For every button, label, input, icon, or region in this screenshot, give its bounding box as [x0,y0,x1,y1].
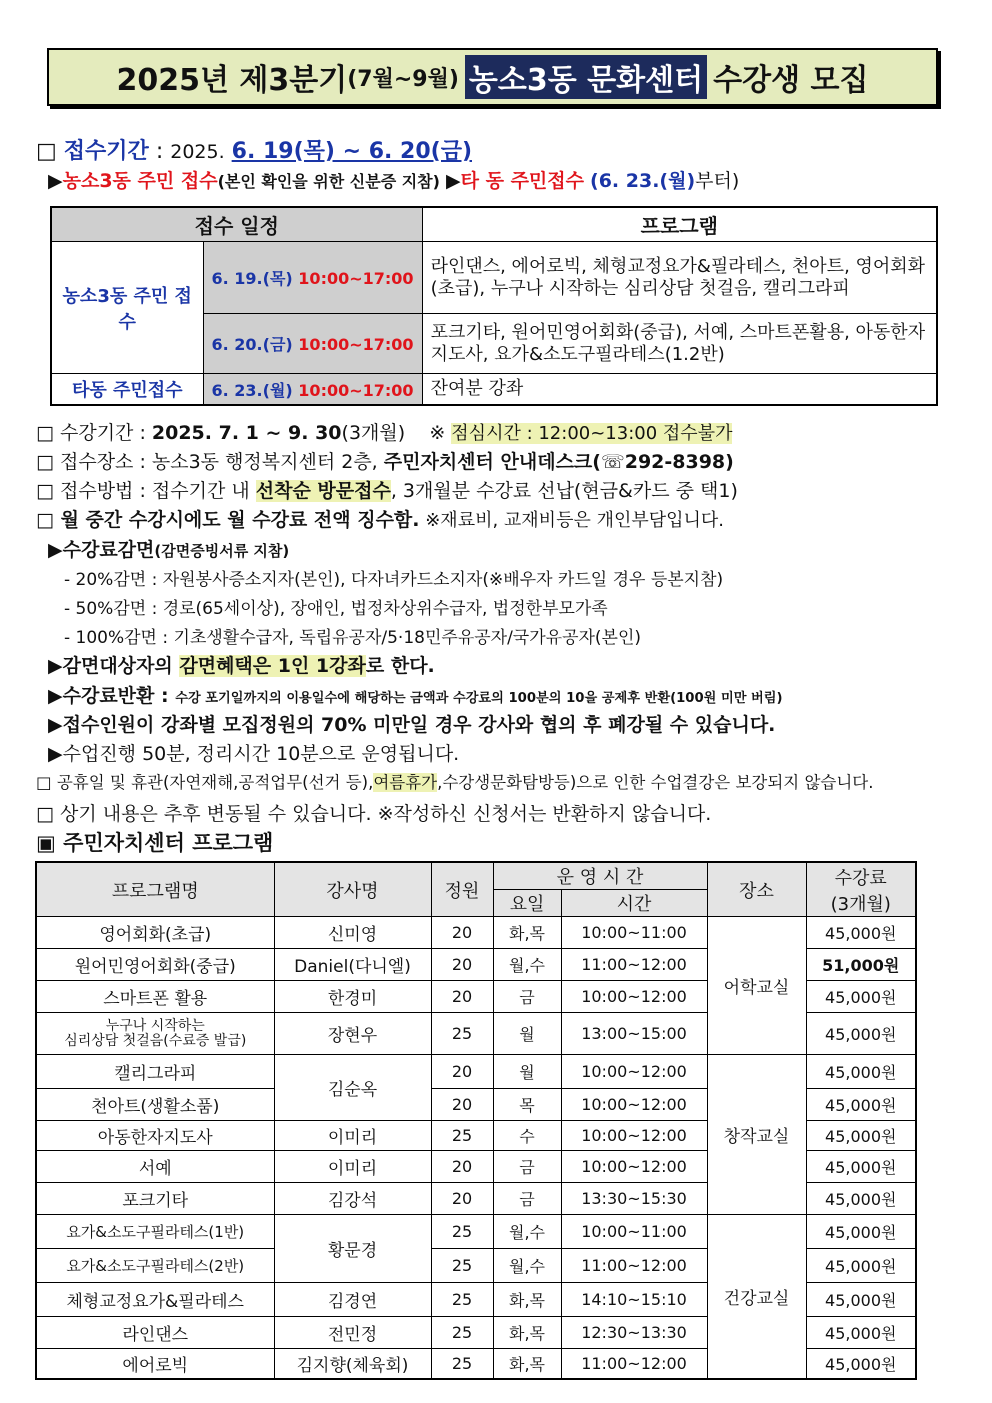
resident-note: (본인 확인을 위한 신분증 지참) [217,172,440,191]
cell-fee: 45,000원 [806,1089,916,1121]
resident-reception: 농소3동 주민 접수 [62,170,218,192]
schedule-date-2 [203,314,422,374]
arrow-icon: ▶ [48,170,63,192]
title-tail: 수강생 모집 [713,63,869,98]
cell-day: 화,목 [493,1349,561,1379]
cell-teacher: 김순옥 [274,1055,431,1121]
text: (감면증빙서류 지참) [154,542,290,560]
cell-teacher: 이미리 [274,1151,431,1183]
title-center-name: 농소3동 문화센터 [465,55,707,99]
discount-100: - 100%감면 : 기초생활수급자, 독립유공자/5·18민주유공자/국가유공자(본인) [64,628,642,648]
cell-fee: 45,000원 [806,917,916,949]
cell-name: 아동한자지도사 [36,1121,274,1151]
text: □ 월 중간 수강시에도 월 수강료 전액 징수함. [36,509,420,531]
cell-fee: 45,000원 [806,1215,916,1249]
text: ,수강생문화탐방등)으로 인한 수업결강은 보강되지 않습니다. [437,773,874,792]
text: 수강료 [834,867,887,889]
text: ▶감면대상자의 [48,655,180,677]
schedule-date-1 [203,242,422,314]
time: 10:00~17:00 [298,380,414,400]
cell-time: 11:00~12:00 [561,949,707,981]
cell-name: 에어로빅 [36,1349,274,1379]
cell-name: 서예 [36,1151,274,1183]
cell-name: 포크기타 [36,1183,274,1215]
text: (3개월) [341,422,406,444]
table-row [36,1055,916,1089]
reception-year: 2025. [170,141,225,163]
cell-cap: 20 [431,949,493,981]
cell-name: 체형교정요가&필라테스 [36,1283,274,1317]
cell-time: 11:00~12:00 [561,1349,707,1379]
text: □ 수강기간 : [36,422,152,444]
time: 10:00~17:00 [298,269,414,288]
table-row [36,917,916,949]
text: 2025. 7. 1 ~ 9. 30 [151,422,342,444]
cell-cap: 25 [431,1249,493,1283]
cell-teacher: 신미영 [274,917,431,949]
cell-time: 12:30~13:30 [561,1317,707,1349]
monthly-fee-note [36,505,724,532]
cell-cap: 25 [431,1121,493,1151]
cell-time: 13:00~15:00 [561,1013,707,1055]
holiday-note [36,769,874,793]
checkbox-glyph: □ [36,139,57,164]
cell-cap: 20 [431,1183,493,1215]
cell-time: 10:00~12:00 [561,1055,707,1089]
cell-fee: 45,000원 [806,1183,916,1215]
text: ※재료비, 교재비등은 개인부담입니다. [419,510,725,531]
cell-cap: 25 [431,1349,493,1379]
cell-name: 원어민영어회화(중급) [36,949,274,981]
cell-fee: 45,000원 [806,1283,916,1317]
cell-day: 화,목 [493,1317,561,1349]
cell-fee: 45,000원 [806,1317,916,1349]
cell-day: 목 [493,1089,561,1121]
cell-day: 수 [493,1121,561,1151]
schedule-header-right: 프로그램 [422,207,937,242]
cancel-note: ▶접수인원이 강좌별 모집정원의 70% 미만일 경우 강사와 협의 후 폐강될 수 있습니다. [48,714,776,736]
cell-fee: 45,000원 [806,981,916,1013]
title-main: 2025년 제3분기 [116,63,348,98]
cell-day: 금 [493,1183,561,1215]
cell-cap: 25 [431,1317,493,1349]
col-header-place: 장소 [707,862,806,917]
cell-time: 10:00~11:00 [561,917,707,949]
cell-teacher: 김경연 [274,1283,431,1317]
cell-name: 캘리그라피 [36,1055,274,1089]
col-header-name: 프로그램명 [36,862,274,917]
cell-day: 월,수 [493,1249,561,1283]
cell-name: 요가&소도구필라테스(2반) [36,1249,274,1283]
reception-place [36,447,734,474]
cell-day: 월,수 [493,949,561,981]
cell-name: 누구나 시작하는 심리상담 첫걸음(수료증 발급) [36,1013,274,1055]
schedule-group-label-2: 타동 주민접수 [51,374,203,406]
colon: : [155,139,164,164]
schedule-header-left: 접수 일정 [51,207,422,242]
text: 주민자치센터 안내데스크(☏292-8398) [383,451,734,473]
schedule-programs-3: 잔여분 강좌 [422,374,937,406]
class-duration-note: ▶수업진행 50분, 정리시간 10분으로 운영됩니다. [48,743,460,765]
cell-cap: 20 [431,981,493,1013]
refund-note [48,681,783,708]
course-period [36,418,732,445]
cell-day: 화,목 [493,917,561,949]
text: , 3개월분 수강료 선납(현금&카드 중 택1) [390,480,738,502]
text: □ 접수방법 : 접수기간 내 [36,480,256,502]
cell-teacher: 김지향(체육회) [274,1349,431,1379]
text: ▶수강료반환 : [48,685,176,707]
col-header-day: 요일 [493,890,561,917]
cell-fee: 45,000원 [806,1055,916,1089]
text: (3개월) [830,893,891,915]
text: ▶수강료감면 [48,539,155,561]
cell-fee: 45,000원 [806,1151,916,1183]
arrow-icon: ▶ [446,170,461,192]
reception-period [36,134,472,165]
text: 감면혜택은 1인 1강좌 [179,655,366,677]
reception-dates: 6. 19(목) ~ 6. 20(금) [231,139,472,164]
table-row [36,1215,916,1249]
col-header-capacity: 정원 [431,862,493,917]
text: □ 접수장소 : 농소3동 행정복지센터 2층, [36,451,384,473]
discount-limit [48,651,435,678]
cell-cap: 25 [431,1013,493,1055]
cell-name: 천아트(생활소품) [36,1089,274,1121]
cell-name: 영어회화(초급) [36,917,274,949]
cell-time: 10:00~12:00 [561,1121,707,1151]
cell-time: 10:00~12:00 [561,981,707,1013]
other-date: (6. 23.(월) [590,170,696,192]
cell-fee: 45,000원 [806,1349,916,1379]
cell-time: 10:00~12:00 [561,1151,707,1183]
discount-heading [48,535,289,562]
cell-time: 10:00~12:00 [561,1089,707,1121]
discount-20: - 20%감면 : 자원봉사증소지자(본인), 다자녀카드소지자(※배우자 카드일 경우 등본지참) [64,570,724,590]
cell-time: 11:00~12:00 [561,1249,707,1283]
reception-label: 접수기간 [63,139,149,164]
schedule-group-label: 농소3동 주민 접수 [51,242,203,374]
cell-teacher: 김강석 [274,1183,431,1215]
program-section-title: ▣ 주민자치센터 프로그램 [36,831,274,855]
program-table [35,861,917,1380]
cell-fee: 45,000원 [806,1013,916,1055]
cell-day: 월,수 [493,1215,561,1249]
cell-fee: 45,000원 [806,1249,916,1283]
change-note: □ 상기 내용은 추후 변동될 수 있습니다. ※작성하신 신청서는 반환하지 않습니다. [36,803,712,825]
page-title [47,48,938,106]
cell-cap: 25 [431,1283,493,1317]
cell-fee: 51,000원 [806,949,916,981]
reception-method [36,476,738,503]
cell-place: 창작교실 [707,1055,806,1215]
cell-name: 라인댄스 [36,1317,274,1349]
cell-day: 금 [493,981,561,1013]
text: 여름휴가 [373,773,438,792]
cell-cap: 20 [431,1151,493,1183]
cell-teacher: 황문경 [274,1215,431,1283]
col-header-fee [806,862,916,917]
cell-name: 요가&소도구필라테스(1반) [36,1215,274,1249]
time: 10:00~17:00 [298,335,414,354]
date: 6. 19.(목) [211,269,293,288]
cell-teacher: 전민정 [274,1317,431,1349]
cell-place: 어학교실 [707,917,806,1055]
cell-fee: 45,000원 [806,1121,916,1151]
date: 6. 20.(금) [211,335,293,354]
col-header-operation: 운 영 시 간 [493,862,707,890]
col-header-time: 시간 [561,890,707,917]
discount-50: - 50%감면 : 경로(65세이상), 장애인, 법정차상위수급자, 법정한부모가족 [64,599,608,619]
cell-day: 화,목 [493,1283,561,1317]
cell-teacher: 한경미 [274,981,431,1013]
other-tail: 부터) [695,170,740,192]
text: 선착순 방문접수 [255,480,391,502]
lunch-note: 점심시간 : 12:00~13:00 접수불가 [451,423,733,444]
cell-day: 월 [493,1055,561,1089]
col-header-teacher: 강사명 [274,862,431,917]
cell-time: 10:00~11:00 [561,1215,707,1249]
cell-time: 14:10~15:10 [561,1283,707,1317]
reception-targets [48,166,739,193]
text: 수강 포기일까지의 이용일수에 해당하는 금액과 수강료의 100분의 10을 공제후 반환(100원 미만 버림) [175,691,783,706]
text: 로 한다. [365,655,435,677]
cell-day: 월 [493,1013,561,1055]
text: ※ [429,422,452,444]
cell-teacher: 이미리 [274,1121,431,1151]
cell-cap: 20 [431,1055,493,1089]
cell-teacher: 장현우 [274,1013,431,1055]
reception-schedule-table [50,206,938,406]
text: □ 공휴일 및 휴관(자연재해,공적업무(선거 등), [36,773,374,792]
date: 6. 23.(월) [211,380,293,400]
cell-day: 금 [493,1151,561,1183]
schedule-programs-1: 라인댄스, 에어로빅, 체형교정요가&필라테스, 천아트, 영어회화(초급), 누구나 시작하는 심리상담 첫걸음, 캘리그라피 [422,242,937,314]
cell-teacher: Daniel(다니엘) [274,949,431,981]
cell-place: 건강교실 [707,1215,806,1379]
title-period: (7월~9월) [347,66,459,92]
schedule-programs-2: 포크기타, 원어민영어회화(중급), 서예, 스마트폰활용, 아동한자지도사, 요가&소도구필라테스(1.2반) [422,314,937,374]
cell-cap: 25 [431,1215,493,1249]
cell-name: 스마트폰 활용 [36,981,274,1013]
cell-cap: 20 [431,1089,493,1121]
other-reception: 타 동 주민접수 [460,170,584,192]
cell-time: 13:30~15:30 [561,1183,707,1215]
cell-cap: 20 [431,917,493,949]
schedule-date-3 [203,374,422,406]
